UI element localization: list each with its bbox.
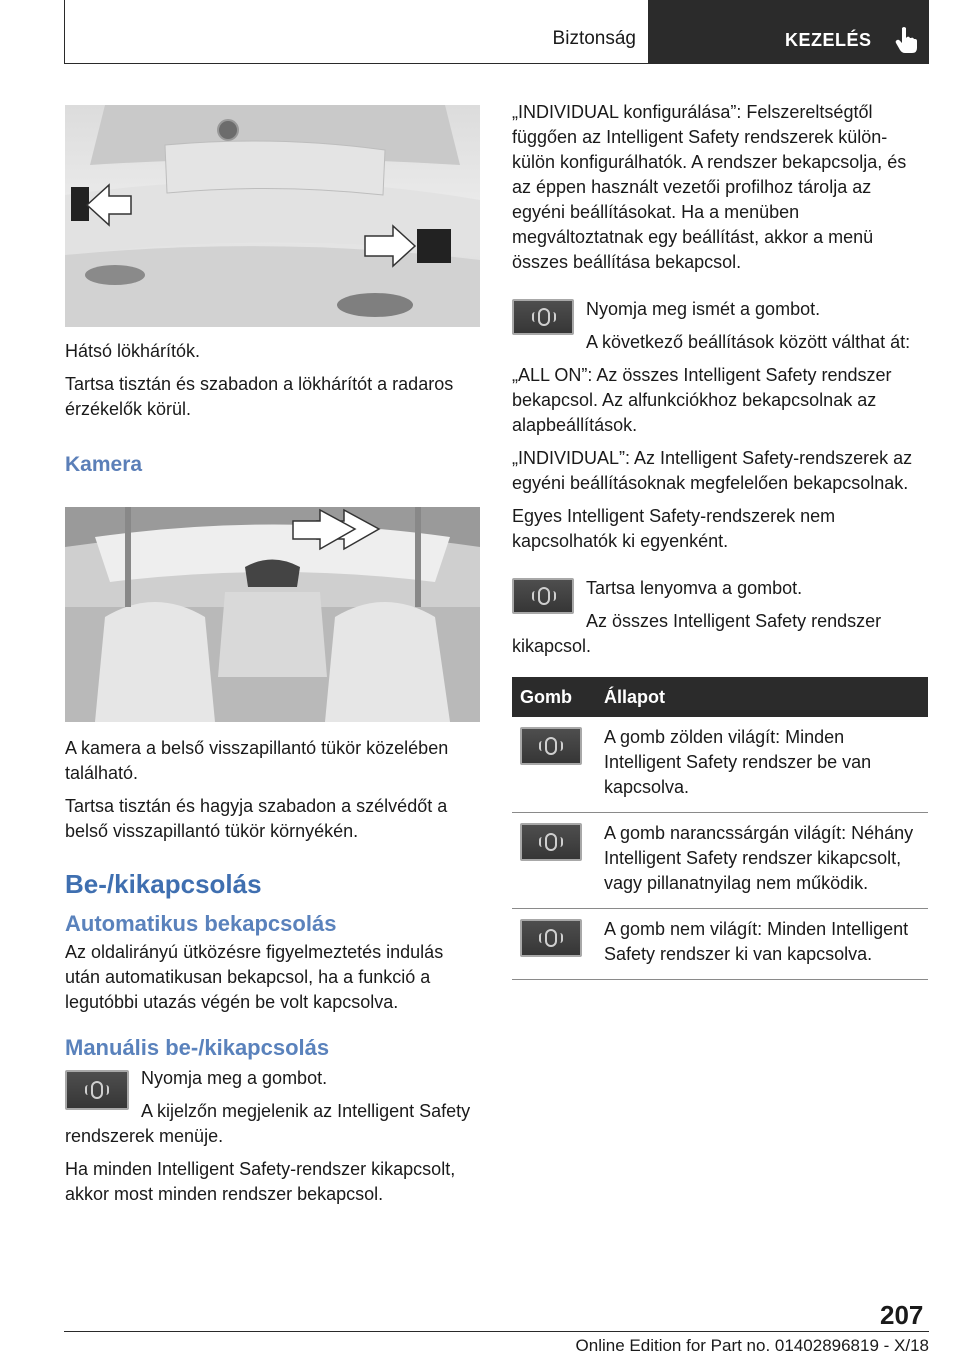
- safety-symbol-icon: [538, 308, 550, 326]
- pointing-hand-icon: [893, 26, 919, 54]
- safety-symbol-icon: [545, 929, 557, 947]
- safety-symbol-icon: [545, 833, 557, 851]
- table-cell-status: A gomb zölden világít: Minden Intelligent Safety rendszer be van kapcsolva.: [596, 717, 928, 813]
- table-row: [512, 909, 928, 980]
- camera-heading: Kamera: [65, 453, 143, 476]
- hold-button-text: Tartsa lenyomva a gombot.: [586, 578, 803, 598]
- individual-config-text: „INDIVIDUAL konfigurálása”: Felszereltségtől függően az Intelligent Safety rendszerek külön-külön konfigurálhatók. A rendszer bekapcsolja, és az éppen használt vezetői profilhoz tárolja az egyéni beállításokat. Ha a menüben megváltoztatnak egy beállítást, akkor a menü összes beállítása bekapcsol.: [512, 102, 907, 272]
- intelligent-safety-button-icon: [520, 919, 582, 957]
- header-chapter-label: KEZELÉS: [785, 30, 872, 50]
- camera-text: Tartsa tisztán és hagyja szabadon a szélvédőt a belső visszapillantó tükör környékén.: [65, 796, 448, 841]
- safety-symbol-icon: [538, 587, 550, 605]
- auto-text: Az oldalirányú ütközésre figyelmeztetés indulás után automatikusan bekapcsol, ha a funkció a legutóbbi utazás végén be volt kapcsolva.: [65, 942, 444, 1012]
- intelligent-safety-button-icon: [512, 299, 574, 335]
- table-cell-status: A gomb nem világít: Minden Intelligent Safety rendszer ki van kapcsolva.: [596, 909, 928, 980]
- button-status-table: [512, 677, 928, 980]
- manual-step-row: [65, 1066, 480, 1149]
- left-column: [65, 105, 480, 1215]
- table-row: [512, 717, 928, 813]
- camera-caption: A kamera a belső visszapillantó tükör közelében található.: [65, 738, 449, 783]
- footer-edition: Online Edition for Part no. 01402896819 - X/18: [575, 1336, 929, 1355]
- bumper-text: Tartsa tisztán és szabadon a lökhárítót a radaros érzékelők körül.: [65, 374, 454, 419]
- safety-symbol-icon: [91, 1081, 103, 1099]
- table-cell-status: A gomb narancssárgán világít: Néhány Intelligent Safety rendszer kikapcsolt, vagy pillanatnyilag nem működik.: [596, 813, 928, 909]
- individual-text: „INDIVIDUAL”: Az Intelligent Safety-rendszerek az egyéni beállításoknak megfelelően bekapcsolnak.: [512, 448, 913, 493]
- right-column: [512, 100, 928, 980]
- not-switchable-text: Egyes Intelligent Safety-rendszerek nem kapcsolhatók ki egyenként.: [512, 506, 836, 551]
- safety-symbol-icon: [545, 737, 557, 755]
- page-number: 207: [880, 1300, 924, 1330]
- footer-divider: [64, 1331, 929, 1332]
- switch-settings-text: A következő beállítások között válthat át:: [586, 332, 911, 352]
- auto-heading: Automatikus bekapcsolás: [65, 911, 337, 936]
- onoff-heading: Be-/kikapcsolás: [65, 869, 262, 899]
- press-again-row: [512, 297, 928, 355]
- manual-step2: A kijelzőn megjelenik az Intelligent Safety rendszerek menüje.: [65, 1101, 471, 1146]
- manual-text: Ha minden Intelligent Safety-rendszer kikapcsolt, akkor most minden rendszer bekapcsol.: [65, 1159, 456, 1204]
- manual-step1: Nyomja meg a gombot.: [141, 1068, 328, 1088]
- camera-figure: [65, 507, 480, 722]
- hold-button-row: [512, 576, 928, 659]
- intelligent-safety-button-icon: [65, 1070, 129, 1110]
- press-again-text: Nyomja meg ismét a gombot.: [586, 299, 821, 319]
- table-header-button: Gomb: [512, 677, 596, 717]
- intelligent-safety-button-icon: [520, 823, 582, 861]
- intelligent-safety-button-icon: [512, 578, 574, 614]
- all-on-text: „ALL ON”: Az összes Intelligent Safety rendszer bekapcsol. Az alfunkciókhoz bekapcsolnak az alapbeállítások.: [512, 365, 892, 435]
- rear-bumper-figure: [65, 105, 480, 327]
- header-section-title: Biztonság: [552, 28, 636, 49]
- bumper-caption: Hátsó lökhárítók.: [65, 341, 201, 361]
- intelligent-safety-button-icon: [520, 727, 582, 765]
- table-row: [512, 813, 928, 909]
- manual-heading: Manuális be-/kikapcsolás: [65, 1035, 330, 1060]
- table-header-status: Állapot: [596, 677, 928, 717]
- all-off-text: Az összes Intelligent Safety rendszer kikapcsol.: [512, 611, 882, 656]
